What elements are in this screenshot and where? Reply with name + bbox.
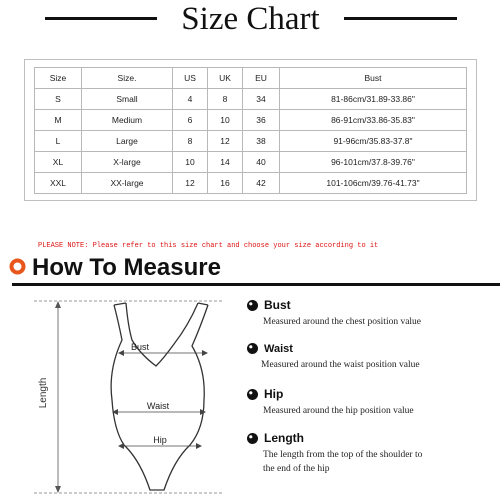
measure-description: The length from the top of the shoulder to: [263, 450, 423, 460]
table-cell: L: [35, 131, 82, 152]
table-cell: 10: [173, 152, 208, 173]
table-cell: 86-91cm/33.86-35.83": [280, 110, 467, 131]
table-cell: 10: [208, 110, 243, 131]
hip-label: Hip: [153, 435, 167, 445]
bodysuit-diagram: [0, 290, 235, 500]
waist-label: Waist: [146, 401, 170, 411]
col-eu: EU: [243, 68, 280, 89]
table-cell: 40: [243, 152, 280, 173]
size-note: PLEASE NOTE: Please refer to this size chart and choose your size according to it: [38, 242, 379, 250]
ring-icon: [9, 258, 26, 275]
col-uk: UK: [208, 68, 243, 89]
col-size: Size: [35, 68, 82, 89]
table-row: [35, 131, 467, 152]
table-cell: 16: [208, 173, 243, 194]
measure-item-bust: [246, 298, 421, 329]
how-to-measure-title: How To Measure: [32, 254, 221, 281]
page-title: Size Chart: [181, 1, 320, 37]
table-cell: Small: [82, 89, 173, 110]
table-cell: 91-96cm/35.83-37.8": [280, 131, 467, 152]
table-row: [35, 110, 467, 131]
table-row: [35, 152, 467, 173]
measure-description: the end of the hip: [263, 464, 330, 474]
measure-item-waist: [246, 342, 420, 372]
col-size-name: Size.: [82, 68, 173, 89]
table-cell: S: [35, 89, 82, 110]
table-cell: 36: [243, 110, 280, 131]
size-table-container: [24, 59, 477, 201]
table-row: [35, 89, 467, 110]
length-label: Length: [38, 377, 49, 409]
table-cell: 38: [243, 131, 280, 152]
bust-label: Bust: [130, 342, 150, 352]
bullet-icon: [246, 342, 259, 355]
table-cell: XL: [35, 152, 82, 173]
size-table-header: [35, 68, 467, 89]
table-cell: XX-large: [82, 173, 173, 194]
title-rule-left: [45, 17, 157, 20]
bodysuit-outline: [111, 303, 208, 490]
table-cell: 4: [173, 89, 208, 110]
length-arrow-up: [55, 301, 61, 308]
table-cell: Large: [82, 131, 173, 152]
measure-item-hip: [246, 387, 414, 418]
table-cell: 8: [173, 131, 208, 152]
table-cell: 101-106cm/39.76-41.73": [280, 173, 467, 194]
measure-description: Measured around the waist position value: [261, 360, 420, 370]
table-cell: 6: [173, 110, 208, 131]
bullet-icon: [246, 299, 259, 312]
measure-title: Hip: [264, 387, 284, 401]
bullet-icon: [246, 432, 259, 445]
measure-title: Bust: [264, 298, 291, 312]
table-row: [35, 173, 467, 194]
table-cell: 96-101cm/37.8-39.76": [280, 152, 467, 173]
title-rule-right: [344, 17, 457, 20]
col-us: US: [173, 68, 208, 89]
table-cell: 12: [173, 173, 208, 194]
length-arrow-down: [55, 486, 61, 493]
table-cell: 14: [208, 152, 243, 173]
table-cell: Medium: [82, 110, 173, 131]
measure-description: Measured around the hip position value: [263, 406, 414, 416]
table-cell: 81-86cm/31.89-33.86": [280, 89, 467, 110]
col-bust: Bust: [280, 68, 467, 89]
size-table: [34, 67, 467, 194]
table-cell: M: [35, 110, 82, 131]
table-cell: 8: [208, 89, 243, 110]
title-row: [0, 0, 500, 40]
table-cell: X-large: [82, 152, 173, 173]
table-cell: 34: [243, 89, 280, 110]
measure-item-length: [246, 431, 422, 476]
measure-description: Measured around the chest position value: [263, 317, 422, 327]
table-cell: XXL: [35, 173, 82, 194]
measure-title: Waist: [264, 342, 293, 355]
table-cell: 42: [243, 173, 280, 194]
table-cell: 12: [208, 131, 243, 152]
bullet-icon: [246, 388, 259, 401]
how-to-rule: [12, 283, 500, 286]
measure-title: Length: [264, 431, 304, 445]
